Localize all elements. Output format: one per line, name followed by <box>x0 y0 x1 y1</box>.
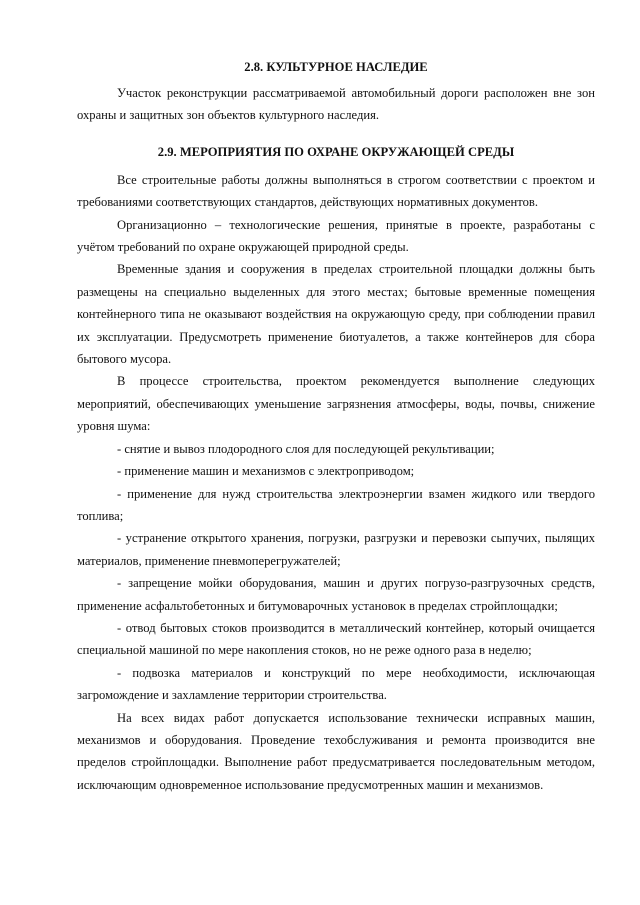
cultural-heritage-paragraph: Участок реконструкции рассматриваемой автомобильный дороги расположен вне зон охраны и защитных зон объектов культурного наследия. <box>77 86 595 123</box>
environment-paragraph: Временные здания и сооружения в пределах строительной площадки должны быть размещены на специально выделенных для этого местах; бытовые временные помещения контейнерного типа не оказывают воздействия на окружающую среду, при соблюдении правил их эксплуатации. Предусмотреть применение биотуалетов, а также контейнеров для сбора бытового мусора. <box>77 262 595 367</box>
measure-list-item: - подвозка материалов и конструкций по мере необходимости, исключающая загромождение и захламление территории строительства. <box>77 665 595 703</box>
document-content <box>77 56 595 796</box>
measure-list-item: - устранение открытого хранения, погрузки, разгрузки и перевозки сыпучих, пылящих материалов, применение пневмоперегружателей; <box>77 531 595 568</box>
environment-paragraph: Все строительные работы должны выполняться в строгом соответствии с проектом и требованиями соответствующих стандартов, действующих нормативных документов. <box>77 172 595 210</box>
closing-paragraph: На всех видах работ допускается использование технически исправных машин, механизмов и оборудования. Проведение техобслуживания и ремонта производится вне пределов стройплощадки. Выполнение работ предусматривается последовательным методом, исключающим одновременное использование предусмотренных машин и механизмов. <box>77 710 595 792</box>
measure-list-item: - запрещение мойки оборудования, машин и других погрузо-разгрузочных средств, применение асфальтобетонных и битумоварочных установок в пределах стройплощадки; <box>77 576 595 613</box>
measure-list-item: - применение для нужд строительства электроэнергии взамен жидкого или твердого топлива; <box>77 486 595 523</box>
environment-paragraph: В процессе строительства, проектом рекомендуется выполнение следующих мероприятий, обеспечивающих уменьшение загрязнения атмосферы, воды, почвы, снижение уровня шума: <box>77 374 595 434</box>
measure-list-item: - отвод бытовых стоков производится в металлический контейнер, который очищается специальной машиной по мере накопления стоков, но не реже одного раза в неделю; <box>77 620 595 658</box>
section-heading-environment-protection: 2.9. МЕРОПРИЯТИЯ ПО ОХРАНЕ ОКРУЖАЮЩЕЙ СРЕДЫ <box>157 144 515 159</box>
section-heading-cultural-heritage: 2.8. КУЛЬТУРНОЕ НАСЛЕДИЕ <box>244 60 428 74</box>
environment-paragraph: Организационно – технологические решения, принятые в проекте, разработаны с учётом требований по охране окружающей природной среды. <box>77 217 595 255</box>
measure-list-item: - применение машин и механизмов с электроприводом; <box>117 464 415 479</box>
measure-list-item: - снятие и вывоз плодородного слоя для последующей рекультивации; <box>117 441 495 456</box>
